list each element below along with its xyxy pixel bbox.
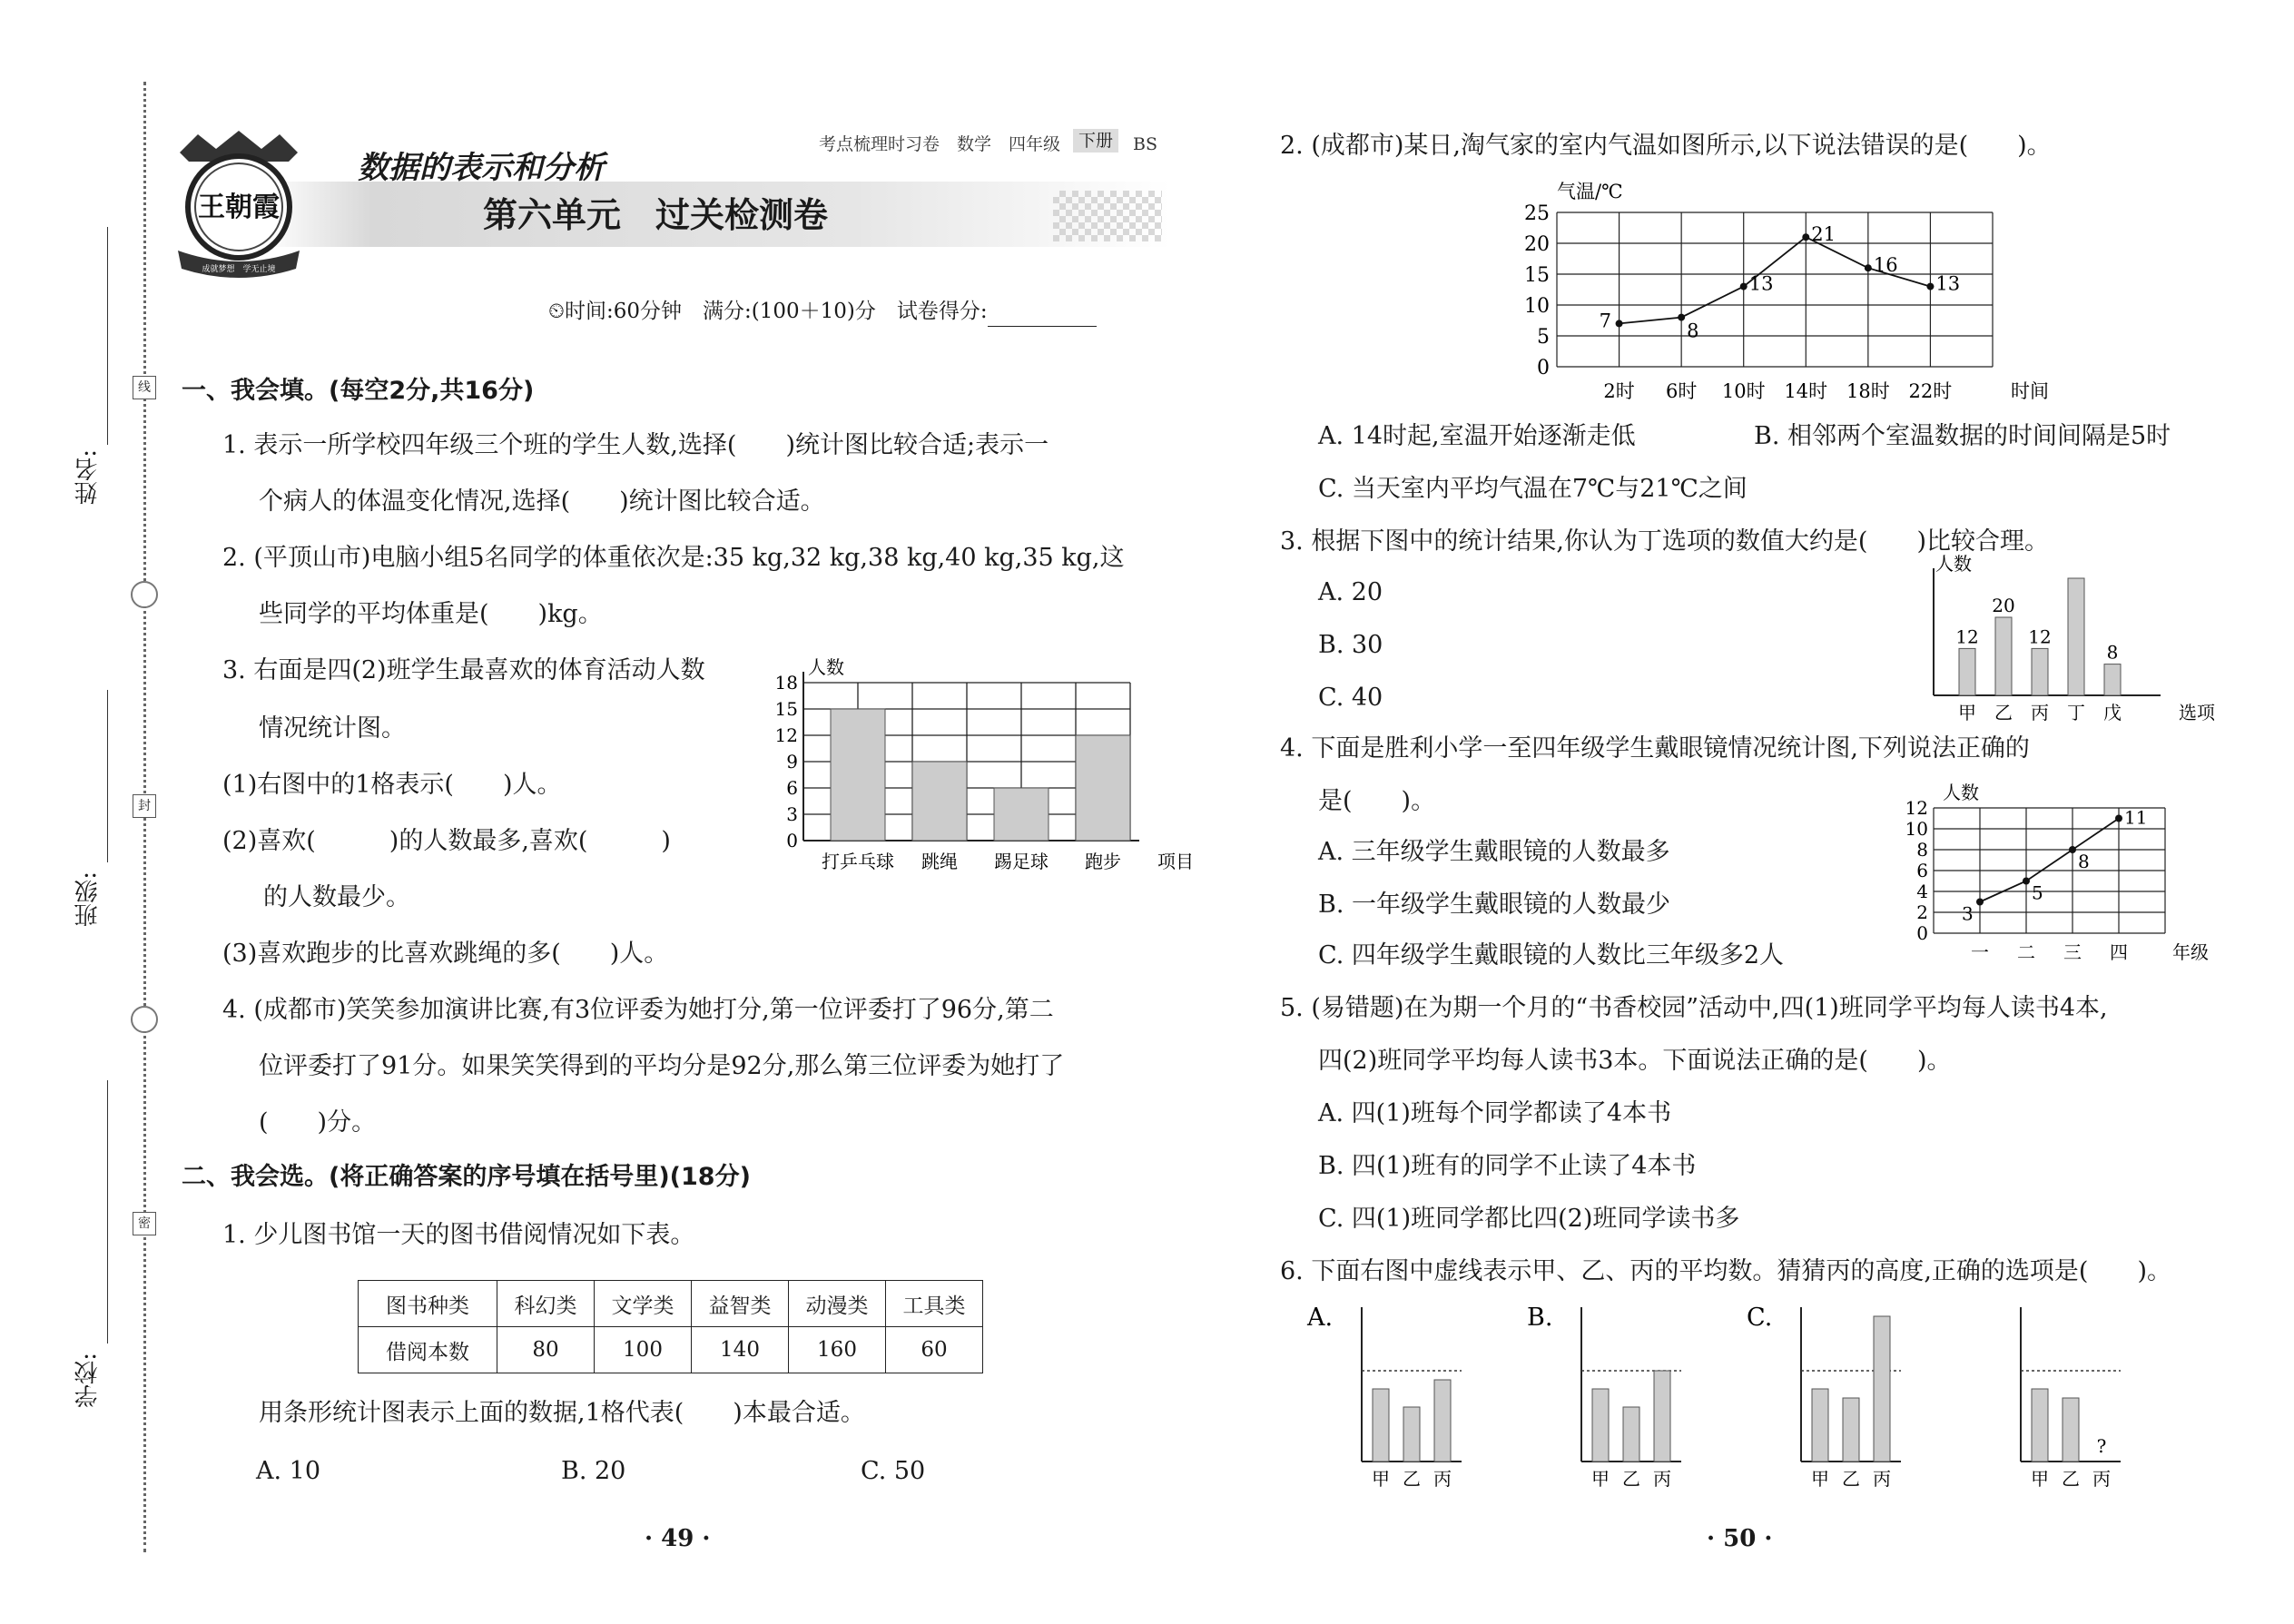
s2q1-option-c: C. 50 [861,1457,926,1485]
r-q5-line2: 四(2)班同学平均每人读书3本。下面说法正确的是( )。 [1318,1047,1952,1075]
bar [2032,648,2048,695]
r-q5-option-a: A. 四(1)班每个同学都读了4本书 [1318,1099,1672,1127]
page-title: 第六单元 过关检测卷 [483,195,829,235]
bar [1592,1389,1609,1462]
q4-line1: 4. (成都市)笑笑参加演讲比赛,有3位评委为她打分,第一位评委打了96分,第二 [222,996,1054,1024]
data-label: 13 [1935,272,1961,295]
q2-line2: 些同学的平均体重是( )kg。 [259,600,603,628]
option-label: B. [1527,1304,1553,1332]
table-row [359,1327,983,1373]
x-tick-label: 丙 [1873,1468,1891,1490]
x-tick-label: 丁 [2067,702,2085,723]
bar [1654,1371,1670,1462]
q2-line1: 2. (平顶山市)电脑小组5名同学的体重依次是:35 kg,32 kg,38 kg,40 kg,35 kg,这 [222,544,1125,572]
name-label: 姓名: [74,449,102,505]
section-2-heading: 二、我会选。(将正确答案的序号填在括号里)(18分) [182,1163,751,1191]
x-tick-label: 2时 [1603,380,1635,402]
series-label: 考点梳理时习卷 数学 四年级 [819,134,1061,154]
r-q3-text: 3. 根据下图中的统计结果,你认为丁选项的数值大约是( )比较合理。 [1280,527,2049,556]
data-label: 20 [1992,595,2015,616]
bar [1076,735,1130,841]
y-tick-label: 20 [1524,233,1550,256]
q3-sub1: (1)右图中的1格表示( )人。 [222,771,562,799]
x-tick-label: 打乒乓球 [822,851,894,872]
bar [912,762,967,841]
r-q5-option-c: C. 四(1)班同学都比四(2)班同学读书多 [1318,1205,1740,1233]
q4-line3: ( )分。 [259,1108,377,1137]
x-tick-label: 10时 [1721,380,1766,402]
brand-logo [162,125,316,280]
bar [2104,664,2121,695]
x-tick-label: 跳绳 [921,851,958,872]
y-tick-label: 4 [1916,881,1928,902]
bar [1812,1389,1828,1462]
r-q4-line1: 4. 下面是胜利小学一至四年级学生戴眼镜情况统计图,下列说法正确的 [1280,734,2030,763]
x-tick-label: 乙 [1842,1468,1860,1490]
borrow-table [358,1280,983,1373]
table-cell: 工具类 [886,1281,983,1327]
x-tick-label: 三 [2063,941,2082,963]
data-point [1740,283,1748,290]
table-cell: 100 [595,1327,692,1373]
y-tick-label: 18 [774,672,798,694]
data-point [2023,878,2030,885]
y-axis-label: 气温/℃ [1557,181,1623,202]
r-q3-option-b: B. 30 [1318,631,1383,659]
x-tick-label: 14时 [1784,380,1828,402]
data-point [1976,899,1984,906]
x-tick-label: 丙 [1433,1468,1452,1490]
r-q3-option-c: C. 40 [1318,684,1383,712]
data-label: 3 [1962,902,1974,925]
x-tick-label: 踢足球 [994,851,1049,872]
x-tick-label: 一 [1971,941,1989,963]
x-axis-label: 年级 [2172,941,2209,963]
table-row [359,1281,983,1327]
x-tick-label: 丙 [2092,1468,2111,1490]
data-point [2069,846,2076,853]
y-tick-label: 0 [786,830,798,851]
data-label: 12 [1955,625,1979,648]
q3-sub2b: 的人数最少。 [263,883,410,911]
y-tick-label: 15 [774,698,798,720]
option-label: A. [1307,1304,1334,1332]
data-label: 8 [1687,320,1699,342]
y-tick-label: 3 [786,803,798,825]
bar [831,709,885,841]
q3-line1: 3. 右面是四(2)班学生最喜欢的体育活动人数 [222,656,705,684]
temperature-chart [1507,176,2049,403]
knot-icon [131,581,158,608]
x-tick-label: 乙 [1403,1468,1421,1490]
average-options-chart [1307,1298,2111,1498]
r-q2-option-c: C. 当天室内平均气温在7℃与21℃之间 [1318,475,1748,503]
q3-line2: 情况统计图。 [259,714,406,743]
seal-seal-mark: 封 [133,794,156,818]
volume-badge: 下册 [1073,129,1118,153]
r-q2-option-b: B. 相邻两个室温数据的时间间隔是5时 [1754,422,2171,450]
y-tick-label: 8 [1916,839,1928,861]
seal-mi-mark: 密 [133,1212,156,1235]
x-tick-label: 18时 [1846,380,1890,402]
y-axis-label: 人数 [1943,782,1979,803]
data-point [1865,264,1872,271]
x-tick-label: 二 [2017,941,2035,963]
r-q5-line1: 5. (易错题)在为期一个月的“书香校园”活动中,四(1)班同学平均每人读书4本, [1280,994,2108,1022]
bar [1373,1389,1389,1462]
edition-label: BS [1133,134,1157,154]
y-tick-label: 15 [1524,264,1550,287]
logo-tagline: 成就梦想 学无止境 [202,265,276,274]
r-q2-option-a: A. 14时起,室温开始逐渐走低 [1318,422,1636,450]
s2q1-after: 用条形统计图表示上面的数据,1格代表( )本最合适。 [259,1399,865,1427]
series-line [1980,819,2119,902]
option-label: C. [1747,1304,1773,1332]
y-axis-label: 人数 [1935,553,1972,575]
q4-line2: 位评委打了91分。如果笑笑得到的平均分是92分,那么第三位评委为她打了 [259,1052,1065,1080]
r-q4-option-a: A. 三年级学生戴眼镜的人数最多 [1318,838,1670,866]
data-point [1616,320,1623,327]
x-axis-label: 选项 [2179,702,2215,723]
x-tick-label: 四 [2110,941,2128,963]
q1-line2: 个病人的体温变化情况,选择( )统计图比较合适。 [259,487,825,516]
seal-line-mark: 线 [133,376,156,399]
clock-icon: ⏲ [548,300,565,323]
y-tick-label: 9 [786,751,798,773]
x-tick-label: 甲 [1591,1468,1610,1490]
data-point [1802,233,1809,241]
y-tick-label: 12 [1905,797,1928,819]
knot-icon [131,1006,158,1033]
x-tick-label: 丙 [1653,1468,1671,1490]
data-label: 12 [2028,625,2052,648]
data-label: 13 [1748,272,1774,295]
s2q1-text: 1. 少儿图书馆一天的图书借阅情况如下表。 [222,1221,695,1249]
table-cell: 科幻类 [497,1281,595,1327]
x-tick-label: 甲 [1811,1468,1829,1490]
data-point [1926,283,1934,290]
series-line [1620,237,1931,323]
r-q4-line2: 是( )。 [1318,787,1436,815]
s2q1-option-b: B. 20 [561,1457,626,1485]
y-tick-label: 6 [1916,860,1928,881]
bar [1403,1407,1420,1462]
x-tick-label: 甲 [2031,1468,2049,1490]
school-label: 学校: [74,1353,102,1408]
y-axis-label: 人数 [808,656,844,678]
x-tick-label: 跑步 [1085,851,1121,872]
table-cell: 图书种类 [359,1281,497,1327]
x-tick-label: 乙 [1994,702,2013,723]
bar [2068,578,2084,695]
y-tick-label: 0 [1916,922,1928,944]
y-tick-label: 10 [1905,818,1928,840]
x-axis-label: 项目 [1157,851,1194,872]
x-axis-label: 时间 [2011,380,2049,402]
bar [1959,648,1975,695]
page-number-right: · 50 · [1707,1525,1773,1552]
data-label: 11 [2124,806,2148,829]
s2q1-option-a: A. 10 [256,1457,321,1485]
school-underline [107,1080,108,1343]
r-q4-option-c: C. 四年级学生戴眼镜的人数比三年级多2人 [1318,941,1785,969]
r-q3-option-a: A. 20 [1318,578,1383,606]
topic-title: 数据的表示和分析 [358,150,605,186]
x-tick-label: 甲 [1958,702,1976,723]
data-label: 7 [1599,310,1611,332]
bar [1843,1398,1859,1462]
r-q4-option-b: B. 一年级学生戴眼镜的人数最少 [1318,891,1671,919]
table-cell: 文学类 [595,1281,692,1327]
x-tick-label: 戊 [2103,702,2122,723]
r-q2-text: 2. (成都市)某日,淘气家的室内气温如图所示,以下说法错误的是( )。 [1280,132,2052,160]
bar [994,788,1049,841]
data-label: 8 [2078,851,2090,872]
r-q6-text: 6. 下面右图中虚线表示甲、乙、丙的平均数。猜猜丙的高度,正确的选项是( )。 [1280,1257,2171,1285]
q3-sub2: (2)喜欢( )的人数最多,喜欢( ) [222,827,671,855]
q3-sub3: (3)喜欢跑步的比喜欢跳绳的多( )人。 [222,940,669,968]
section-1-heading: 一、我会填。(每空2分,共16分) [182,377,535,405]
x-tick-label: 22时 [1908,380,1953,402]
data-label: 8 [2106,641,2119,664]
score-blank[interactable] [988,302,1097,327]
bar [1874,1316,1890,1462]
options-chart [1915,550,2224,723]
table-cell: 160 [789,1327,886,1373]
bar [2063,1398,2079,1462]
table-cell: 益智类 [692,1281,789,1327]
class-underline [107,690,108,862]
unknown-mark: ? [2096,1435,2107,1457]
data-point [1678,314,1685,321]
sports-chart [753,646,1194,882]
page-number-left: · 49 · [645,1525,711,1552]
data-point [2115,815,2122,822]
y-tick-label: 5 [1537,326,1550,349]
bar [2032,1389,2048,1462]
x-tick-label: 6时 [1665,380,1698,402]
y-tick-label: 25 [1524,202,1550,225]
y-tick-label: 6 [786,777,798,799]
y-tick-label: 2 [1916,901,1928,923]
exam-info: ⏲时间:60分钟 满分:(100＋10)分 试卷得分: [548,296,1097,327]
data-label: 5 [2032,881,2043,904]
y-tick-label: 10 [1524,295,1550,318]
table-cell: 动漫类 [789,1281,886,1327]
logo-text: 王朝霞 [198,192,280,223]
glasses-chart [1897,773,2233,964]
y-tick-label: 0 [1537,357,1550,379]
x-tick-label: 乙 [2062,1468,2080,1490]
x-tick-label: 乙 [1622,1468,1640,1490]
class-label: 班级: [74,871,102,927]
x-tick-label: 甲 [1372,1468,1390,1490]
checker-decoration [1053,191,1162,241]
name-underline [107,227,108,445]
data-label: 16 [1873,254,1898,277]
table-cell: 60 [886,1327,983,1373]
data-label: 21 [1811,223,1836,246]
r-q5-option-b: B. 四(1)班有的同学不止读了4本书 [1318,1152,1697,1180]
bar [1623,1407,1639,1462]
table-cell: 80 [497,1327,595,1373]
table-cell: 借阅本数 [359,1327,497,1373]
bar [1995,617,2012,695]
q1-line1: 1. 表示一所学校四年级三个班的学生人数,选择( )统计图比较合适;表示一 [222,431,1049,459]
x-tick-label: 丙 [2031,702,2049,723]
y-tick-label: 12 [774,724,798,746]
bar [1434,1380,1451,1462]
table-cell: 140 [692,1327,789,1373]
